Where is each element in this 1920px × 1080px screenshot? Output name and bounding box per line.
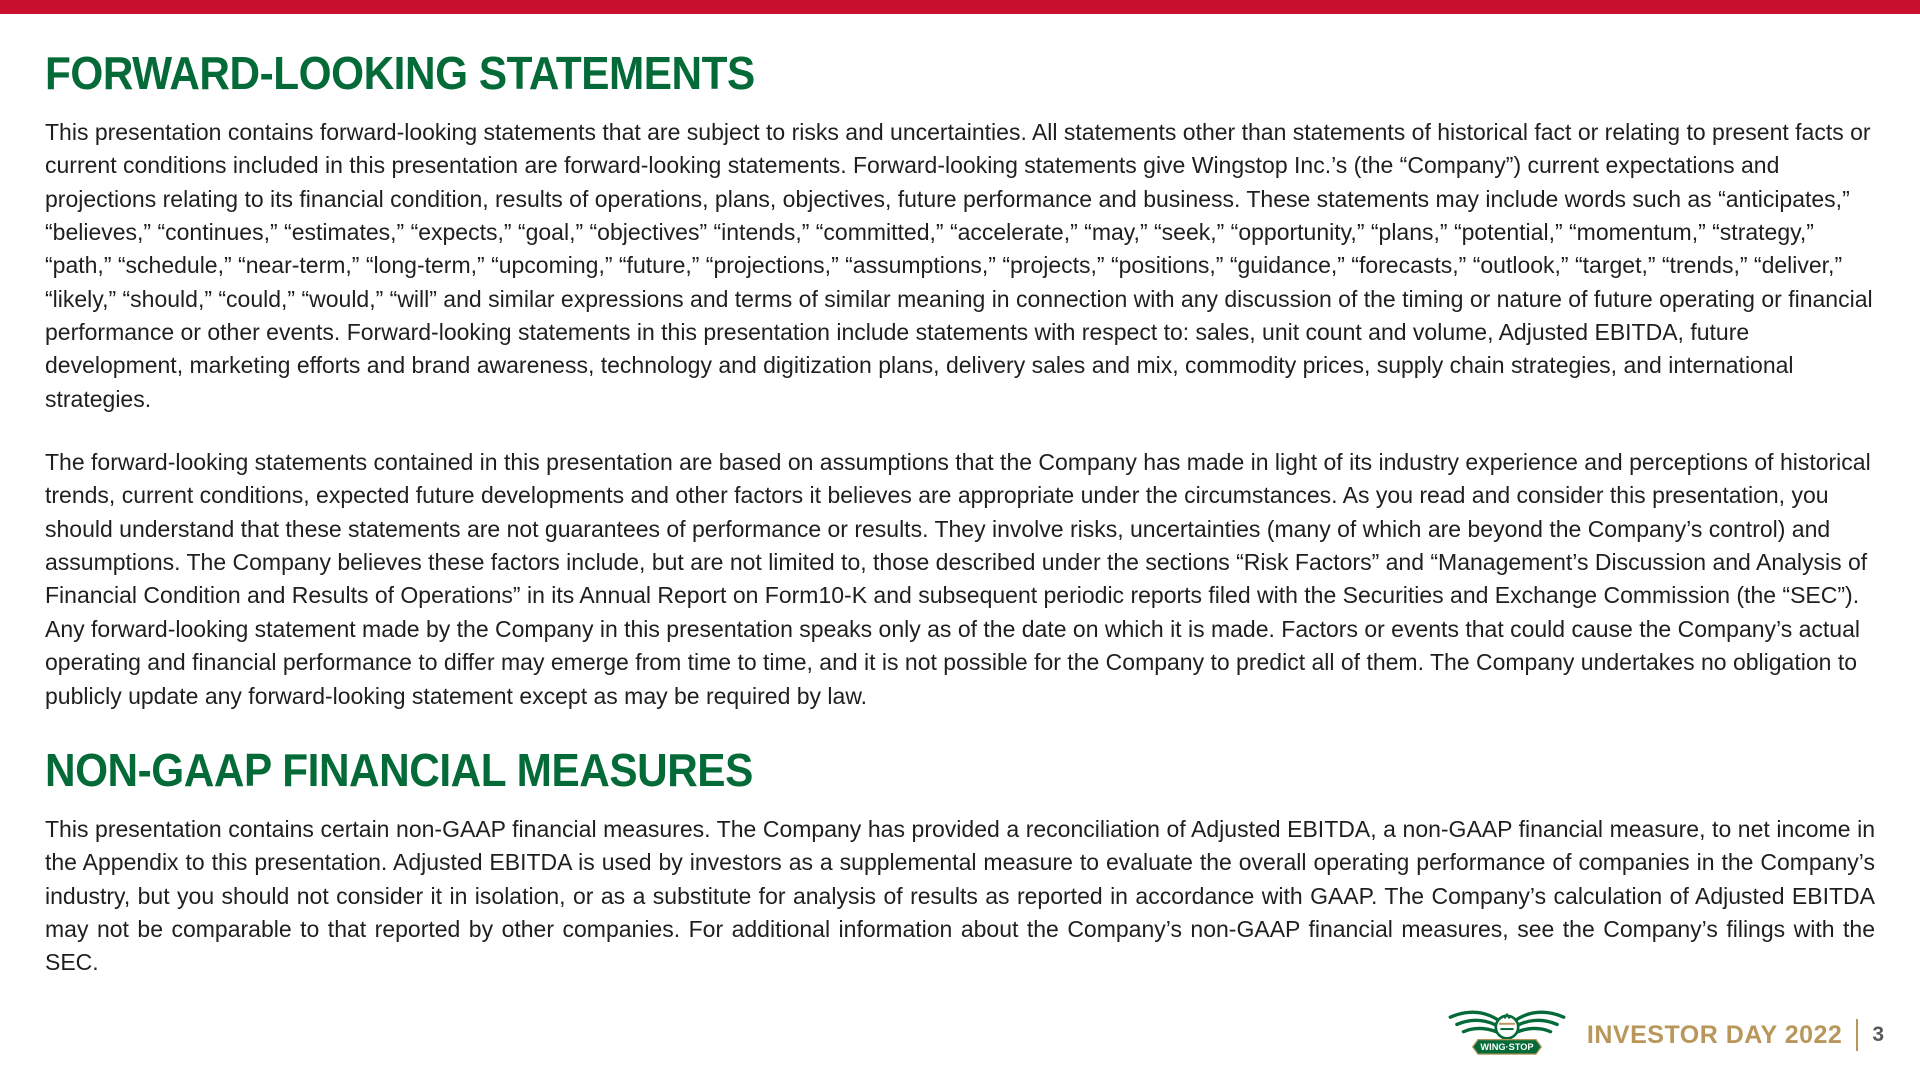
wingstop-logo — [1441, 1004, 1573, 1066]
forward-looking-paragraph-2: The forward-looking statements contained in this presentation are based on assumptions that the Company has made in light of its industry experience and perceptions of historical trends, current conditions, expected future developments and other factors it believes are appropriate under the circumstances. As you read and consider this presentation, you should understand that these statements are not guarantees of performance or results. They involve risks, uncertainties (many of which are beyond the Company’s control) and assumptions. The Company believes these factors include, but are not limited to, those described under the sections “Risk Factors” and “Management’s Discussion and Analysis of Financial Condition and Results of Operations” in its Annual Report on Form10-K and subsequent periodic reports filed with the Securities and Exchange Commission (the “SEC”). Any forward-looking statement made by the Company in this presentation speaks only as of the date on which it is made. Factors or events that could cause the Company’s actual operating and financial performance to differ may emerge from time to time, and it is not possible for the Company to predict all of them. The Company undertakes no obligation to publicly update any forward-looking statement except as may be required by law. — [45, 449, 1871, 709]
wingstop-banner-icon — [1473, 1040, 1542, 1055]
wingstop-banner-text: WING·STOP — [1480, 1042, 1534, 1053]
page-number: 3 — [1872, 1023, 1884, 1046]
slide-content — [45, 46, 1875, 1010]
event-label: INVESTOR DAY 2022 — [1586, 1020, 1843, 1049]
section-heading-non-gaap-measures: NON-GAAP FINANCIAL MEASURES — [45, 743, 753, 796]
wingstop-emblem-circle-icon — [1496, 1015, 1518, 1039]
wingstop-left-wing-icon — [1450, 1012, 1501, 1034]
footer-divider — [1856, 1019, 1858, 1051]
section-heading-forward-looking-statements: FORWARD-LOOKING STATEMENTS — [45, 47, 755, 99]
forward-looking-paragraph-1: This presentation contains forward-looking statements that are subject to risks and uncertainties. All statements other than statements of historical fact or relating to present facts or current conditions included in this presentation are forward-looking statements. Forward-looking statements give Wingstop Inc.’s (the “Company”) current expectations and projections relating to its financial condition, results of operations, plans, objectives, future performance and business. These statements may include words such as “anticipates,” “believes,” “continues,” “estimates,” “expects,” “goal,” “objectives” “intends,” “committed,” “accelerate,” “may,” “seek,” “opportunity,” “plans,” “potential,” “momentum,” “strategy,” “path,” “schedule,” “near-term,” “long-term,” “upcoming,” “future,” “projections,” “assumptions,” “projects,” “positions,” “guidance,” “forecasts,” “outlook,” “target,” “trends,” “deliver,” “likely,” “should,” “could,” “would,” “will” and similar expressions and terms of similar meaning in connection with any discussion of the timing or nature of future operating or financial performance or other events. Forward-looking statements in this presentation include statements with respect to: sales, unit count and volume, Adjusted EBITDA, future development, marketing efforts and brand awareness, technology and digitization plans, delivery sales and mix, commodity prices, supply chain strategies, and international strategies. — [45, 119, 1873, 412]
slide-footer — [1441, 1004, 1884, 1066]
wingstop-right-wing-icon — [1512, 1012, 1563, 1034]
non-gaap-paragraph: This presentation contains certain non-GAAP financial measures. The Company has provided a reconciliation of Adjusted EBITDA, a non-GAAP financial measure, to net income in the Appendix to this presentation. Adjusted EBITDA is used by investors as a supplemental measure to evaluate the overall operating performance of companies in the Company’s industry, but you should not consider it in isolation, or as a substitute for analysis of results as reported in accordance with GAAP. The Company’s calculation of Adjusted EBITDA may not be comparable to that reported by other companies. For additional information about the Company’s non-GAAP financial measures, see the Company’s filings with the SEC. — [45, 815, 1875, 976]
top-accent-bar — [0, 0, 1920, 14]
